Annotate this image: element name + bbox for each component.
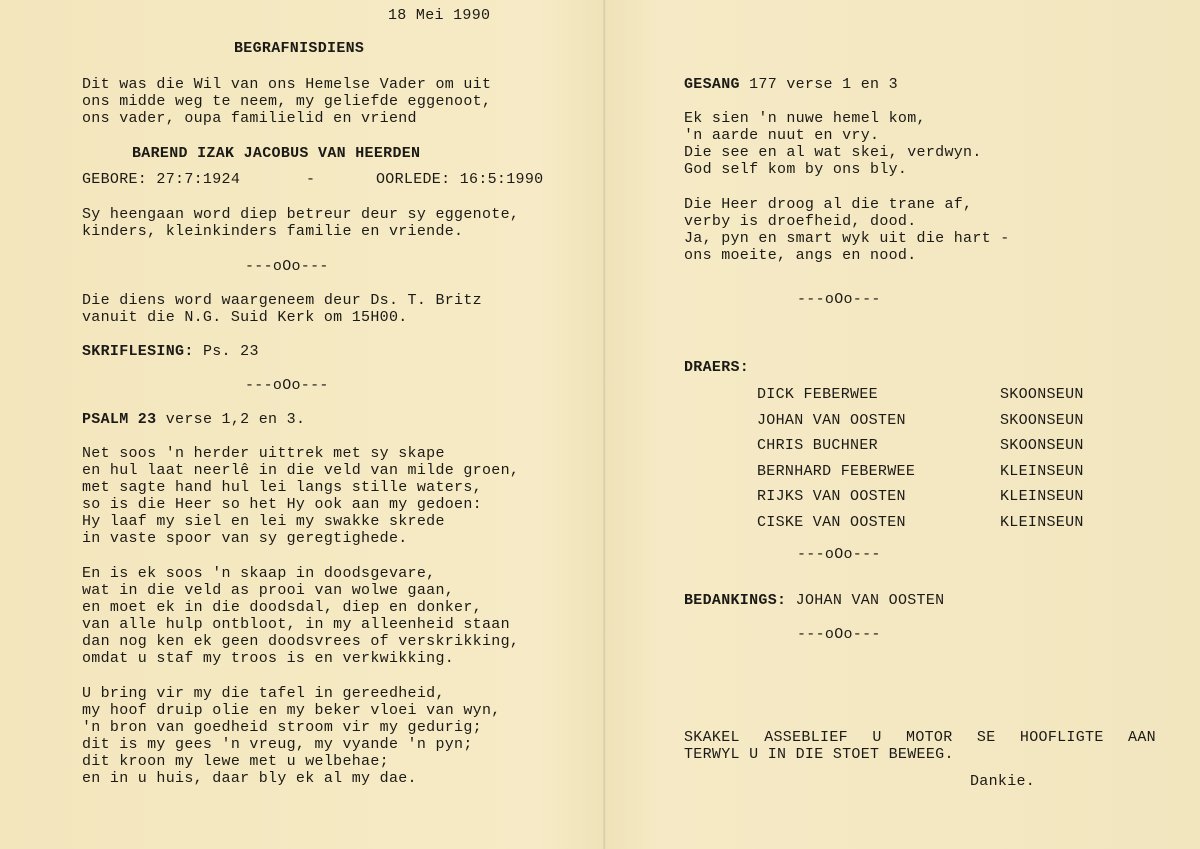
bearer-name: DICK FEBERWEE — [757, 386, 878, 403]
closing-thanks: Dankie. — [970, 773, 1036, 790]
notice-word: MOTOR — [906, 729, 953, 746]
hymn-verse1-line-4: God self kom by ons bly. — [684, 161, 908, 178]
hymn-heading — [684, 76, 898, 93]
psalm-verse2-line-5: dan nog ken ek geen doodsvrees of verskrikking, — [82, 633, 520, 650]
psalm-verse3-line-1: U bring vir my die tafel in gereedheid, — [82, 685, 445, 702]
hymn-verse1-line-1: Ek sien 'n nuwe hemel kom, — [684, 110, 926, 127]
psalm-verse3-line-3: 'n bron van goedheid stroom vir my gedurig; — [82, 719, 482, 736]
service-line-1: Die diens word waargeneem deur Ds. T. Britz — [82, 292, 482, 309]
divider: ---oOo--- — [245, 258, 329, 275]
hymn-verse1-line-3: Die see en al wat skei, verdwyn. — [684, 144, 982, 161]
divider: ---oOo--- — [797, 291, 881, 308]
scripture-value: Ps. 23 — [202, 343, 259, 360]
headlights-notice-line-2: TERWYL U IN DIE STOET BEWEEG. — [684, 746, 954, 763]
psalm-verse1-line-5: Hy laaf my siel en lei my swakke skrede — [82, 513, 445, 530]
psalm-verse1-line-6: in vaste spoor van sy geregtighede. — [82, 530, 408, 547]
bearer-relation: SKOONSEUN — [1000, 437, 1084, 454]
hymn-verse2-line-3: Ja, pyn en smart wyk uit die hart - — [684, 230, 1010, 247]
intro-line-2: ons midde weg te neem, my geliefde eggenoot, — [82, 93, 492, 110]
date-separator: - — [306, 171, 316, 188]
mourned-line-1: Sy heengaan word diep betreur deur sy eggenote, — [82, 206, 520, 223]
bearer-relation: KLEINSEUN — [1000, 514, 1084, 531]
psalm-verse1-line-1: Net soos 'n herder uittrek met sy skape — [82, 445, 445, 462]
hymn-verse1-line-2: 'n aarde nuut en vry. — [684, 127, 880, 144]
death-date: OORLEDE: 16:5:1990 — [376, 171, 544, 188]
psalm-label: PSALM 23 — [82, 411, 157, 428]
deceased-name: BAREND IZAK JACOBUS VAN HEERDEN — [132, 145, 421, 162]
psalm-verse3-line-4: dit is my gees 'n vreug, my vyande 'n pyn; — [82, 736, 473, 753]
thanks-label: BEDANKINGS: — [684, 592, 787, 609]
hymn-verse2-line-4: ons moeite, angs en nood. — [684, 247, 917, 264]
bearer-relation: KLEINSEUN — [1000, 488, 1084, 505]
bearer-name: JOHAN VAN OOSTEN — [757, 412, 906, 429]
bearer-relation: SKOONSEUN — [1000, 412, 1084, 429]
bearer-name: CISKE VAN OOSTEN — [757, 514, 906, 531]
psalm-verses: verse 1,2 en 3. — [165, 411, 306, 428]
bearers-heading: DRAERS: — [684, 359, 750, 376]
psalm-verse2-line-1: En is ek soos 'n skaap in doodsgevare, — [82, 565, 436, 582]
hymn-label: GESANG — [684, 76, 740, 93]
bearer-name: CHRIS BUCHNER — [757, 437, 878, 454]
psalm-verse1-line-4: so is die Heer so het Hy ook aan my gedoen: — [82, 496, 482, 513]
divider: ---oOo--- — [245, 377, 329, 394]
psalm-verse2-line-2: wat in die veld as prooi van wolwe gaan, — [82, 582, 455, 599]
psalm-verse3-line-5: dit kroon my lewe met u welbehae; — [82, 753, 389, 770]
psalm-verse2-line-3: en moet ek in die doodsdal, diep en donker, — [82, 599, 482, 616]
psalm-verse3-line-2: my hoof druip olie en my beker vloei van wyn, — [82, 702, 501, 719]
notice-word: HOOFLIGTE — [1019, 729, 1104, 746]
hymn-verse2-line-1: Die Heer droog al die trane af, — [684, 196, 973, 213]
scripture-label: SKRIFLESING: — [82, 343, 194, 360]
page-fold — [603, 0, 606, 849]
notice-word: ASSEBLIEF — [764, 729, 848, 746]
intro-line-1: Dit was die Wil van ons Hemelse Vader om uit — [82, 76, 492, 93]
thanks-line — [684, 592, 944, 609]
headlights-notice-line-1 — [684, 729, 1156, 746]
divider: ---oOo--- — [797, 626, 881, 643]
mourned-line-2: kinders, kleinkinders familie en vriende. — [82, 223, 464, 240]
notice-word: SE — [976, 729, 996, 746]
notice-word: AAN — [1128, 729, 1156, 746]
service-heading: BEGRAFNISDIENS — [234, 40, 365, 57]
intro-line-3: ons vader, oupa familielid en vriend — [82, 110, 417, 127]
psalm-verse3-line-6: en in u huis, daar bly ek al my dae. — [82, 770, 417, 787]
bearer-name: BERNHARD FEBERWEE — [757, 463, 916, 480]
scripture-reading — [82, 343, 259, 360]
hymn-verse2-line-2: verby is droefheid, dood. — [684, 213, 917, 230]
divider: ---oOo--- — [797, 546, 881, 563]
notice-word: U — [872, 729, 882, 746]
psalm-verse2-line-6: omdat u staf my troos is en verkwikking. — [82, 650, 455, 667]
psalm-verse2-line-4: van alle hulp ontbloot, in my alleenheid staan — [82, 616, 510, 633]
bearer-name: RIJKS VAN OOSTEN — [757, 488, 906, 505]
service-line-2: vanuit die N.G. Suid Kerk om 15H00. — [82, 309, 408, 326]
birth-date: GEBORE: 27:7:1924 — [82, 171, 241, 188]
date-header: 18 Mei 1990 — [388, 7, 491, 24]
notice-word: SKAKEL — [684, 729, 740, 746]
psalm-heading — [82, 411, 305, 428]
bearer-relation: KLEINSEUN — [1000, 463, 1084, 480]
psalm-verse1-line-3: met sagte hand hul lei langs stille waters, — [82, 479, 482, 496]
psalm-verse1-line-2: en hul laat neerlê in die veld van milde groen, — [82, 462, 520, 479]
hymn-verses: 177 verse 1 en 3 — [749, 76, 898, 93]
bearer-relation: SKOONSEUN — [1000, 386, 1084, 403]
thanks-name: JOHAN VAN OOSTEN — [795, 592, 945, 609]
